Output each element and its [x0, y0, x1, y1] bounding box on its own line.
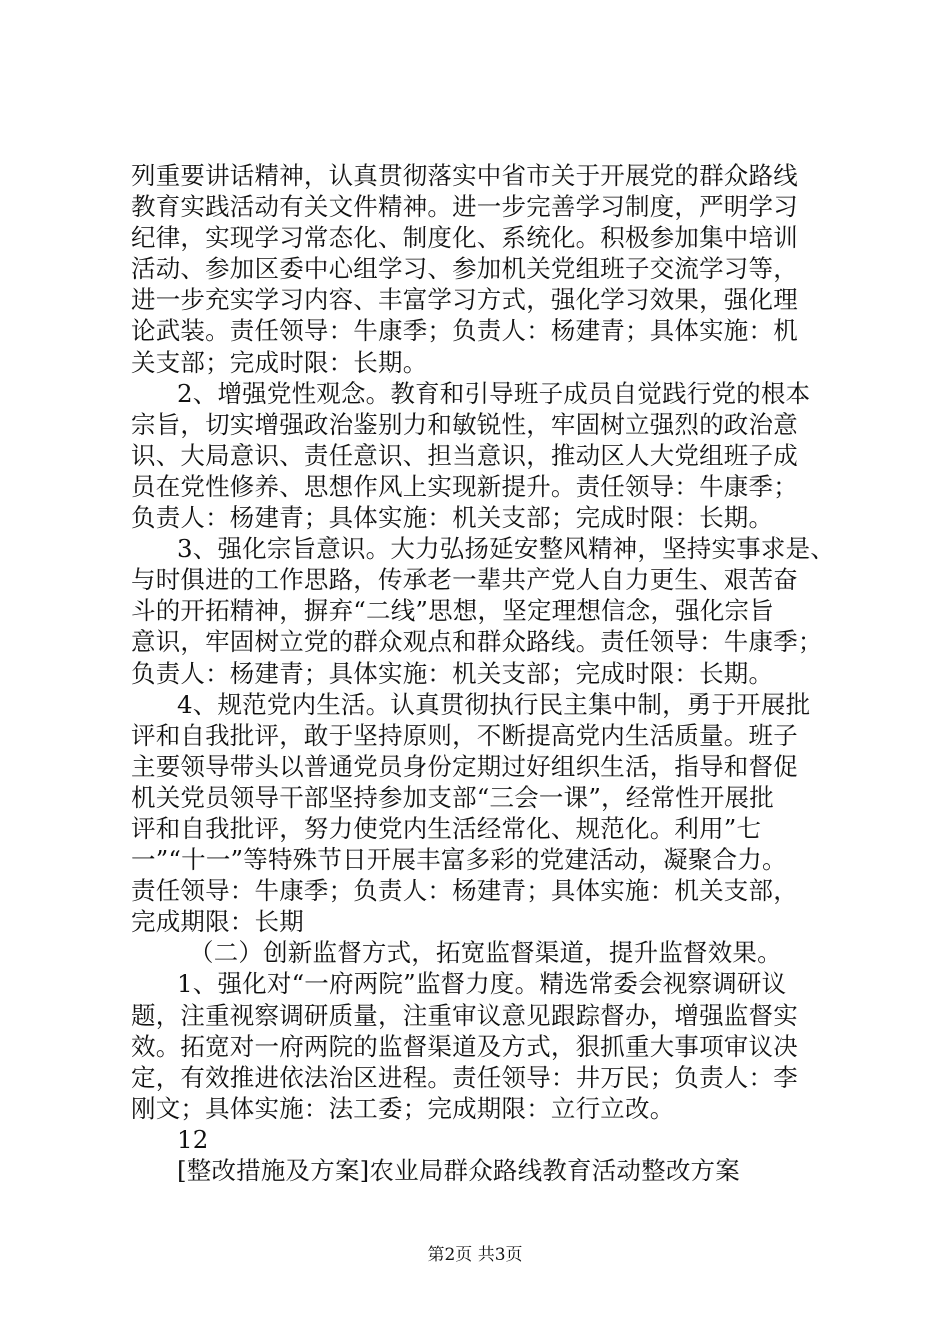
text-line: 负责人：杨建青；具体实施：机关支部；完成时限：长期。 — [131, 658, 774, 688]
text-line: 12 — [177, 1124, 209, 1154]
text-line: 刚文；具体实施：法工委；完成期限：立行立改。 — [131, 1093, 675, 1123]
text-line: 效。拓宽对一府两院的监督渠道及方式，狠抓重大事项审议决 — [131, 1031, 798, 1061]
text-line: 2、增强党性观念。教育和引导班子成员自觉践行党的根本 — [177, 378, 811, 408]
text-line: 3、强化宗旨意识。大力弘扬延安整风精神，坚持实事求是、 — [177, 534, 835, 564]
document-body — [131, 160, 835, 1186]
page-number: 第2页 共3页 — [427, 1245, 523, 1265]
text-line: 关支部；完成时限：长期。 — [131, 347, 428, 377]
text-line: 评和自我批评，敢于坚持原则，不断提高党内生活质量。班子 — [131, 720, 798, 750]
text-line: 论武装。责任领导：牛康季；负责人：杨建青；具体实施：机 — [131, 316, 798, 346]
text-line: 负责人：杨建青；具体实施：机关支部；完成时限：长期。 — [131, 503, 774, 533]
text-line: 识、大局意识、责任意识、担当意识，推动区人大党组班子成 — [131, 440, 798, 470]
text-line: 责任领导：牛康季；负责人：杨建青；具体实施：机关支部， — [131, 876, 798, 906]
text-line: 定，有效推进依法治区进程。责任领导：井万民；负责人：李 — [131, 1062, 798, 1092]
text-line: 教育实践活动有关文件精神。进一步完善学习制度，严明学习 — [131, 192, 798, 222]
text-line: [整改措施及方案]农业局群众路线教育活动整改方案 — [177, 1156, 740, 1185]
text-line: 评和自我批评，努力使党内生活经常化、规范化。利用”七 — [131, 813, 762, 843]
text-line: 4、规范党内生活。认真贯彻执行民主集中制，勇于开展批 — [177, 689, 811, 719]
text-line: 员在党性修养、思想作风上实现新提升。责任领导：牛康季； — [131, 471, 798, 501]
text-line: 完成期限：长期 — [131, 907, 304, 937]
page-footer — [0, 1244, 950, 1266]
text-line: 活动、参加区委中心组学习、参加机关党组班子交流学习等， — [131, 254, 798, 284]
text-line: 主要领导带头以普通党员身份定期过好组织生活，指导和督促 — [131, 751, 798, 781]
text-line: 列重要讲话精神，认真贯彻落实中省市关于开展党的群众路线 — [131, 161, 798, 190]
text-line: 题，注重视察调研质量，注重审议意见跟踪督办，增强监督实 — [131, 1000, 798, 1030]
text-line: 宗旨，切实增强政治鉴别力和敏锐性，牢固树立强烈的政治意 — [131, 409, 798, 439]
text-line: 机关党员领导干部坚持参加支部“三会一课”，经常性开展批 — [131, 782, 774, 812]
text-line: 纪律，实现学习常态化、制度化、系统化。积极参加集中培训 — [131, 223, 798, 253]
text-line: 1、强化对“一府两院”监督力度。精选常委会视察调研议 — [177, 969, 787, 999]
text-line: （二）创新监督方式，拓宽监督渠道，提升监督效果。 — [189, 938, 782, 968]
text-line: 与时俱进的工作思路，传承老一辈共产党人自力更生、艰苦奋 — [131, 565, 798, 595]
text-line: 一”“十一”等特殊节日开展丰富多彩的党建活动，凝聚合力。 — [131, 845, 787, 875]
text-line: 斗的开拓精神，摒弃“二线”思想，坚定理想信念，强化宗旨 — [131, 596, 774, 626]
text-line: 意识，牢固树立党的群众观点和群众路线。责任领导：牛康季； — [131, 627, 823, 657]
text-line: 进一步充实学习内容、丰富学习方式，强化学习效果，强化理 — [131, 285, 798, 315]
